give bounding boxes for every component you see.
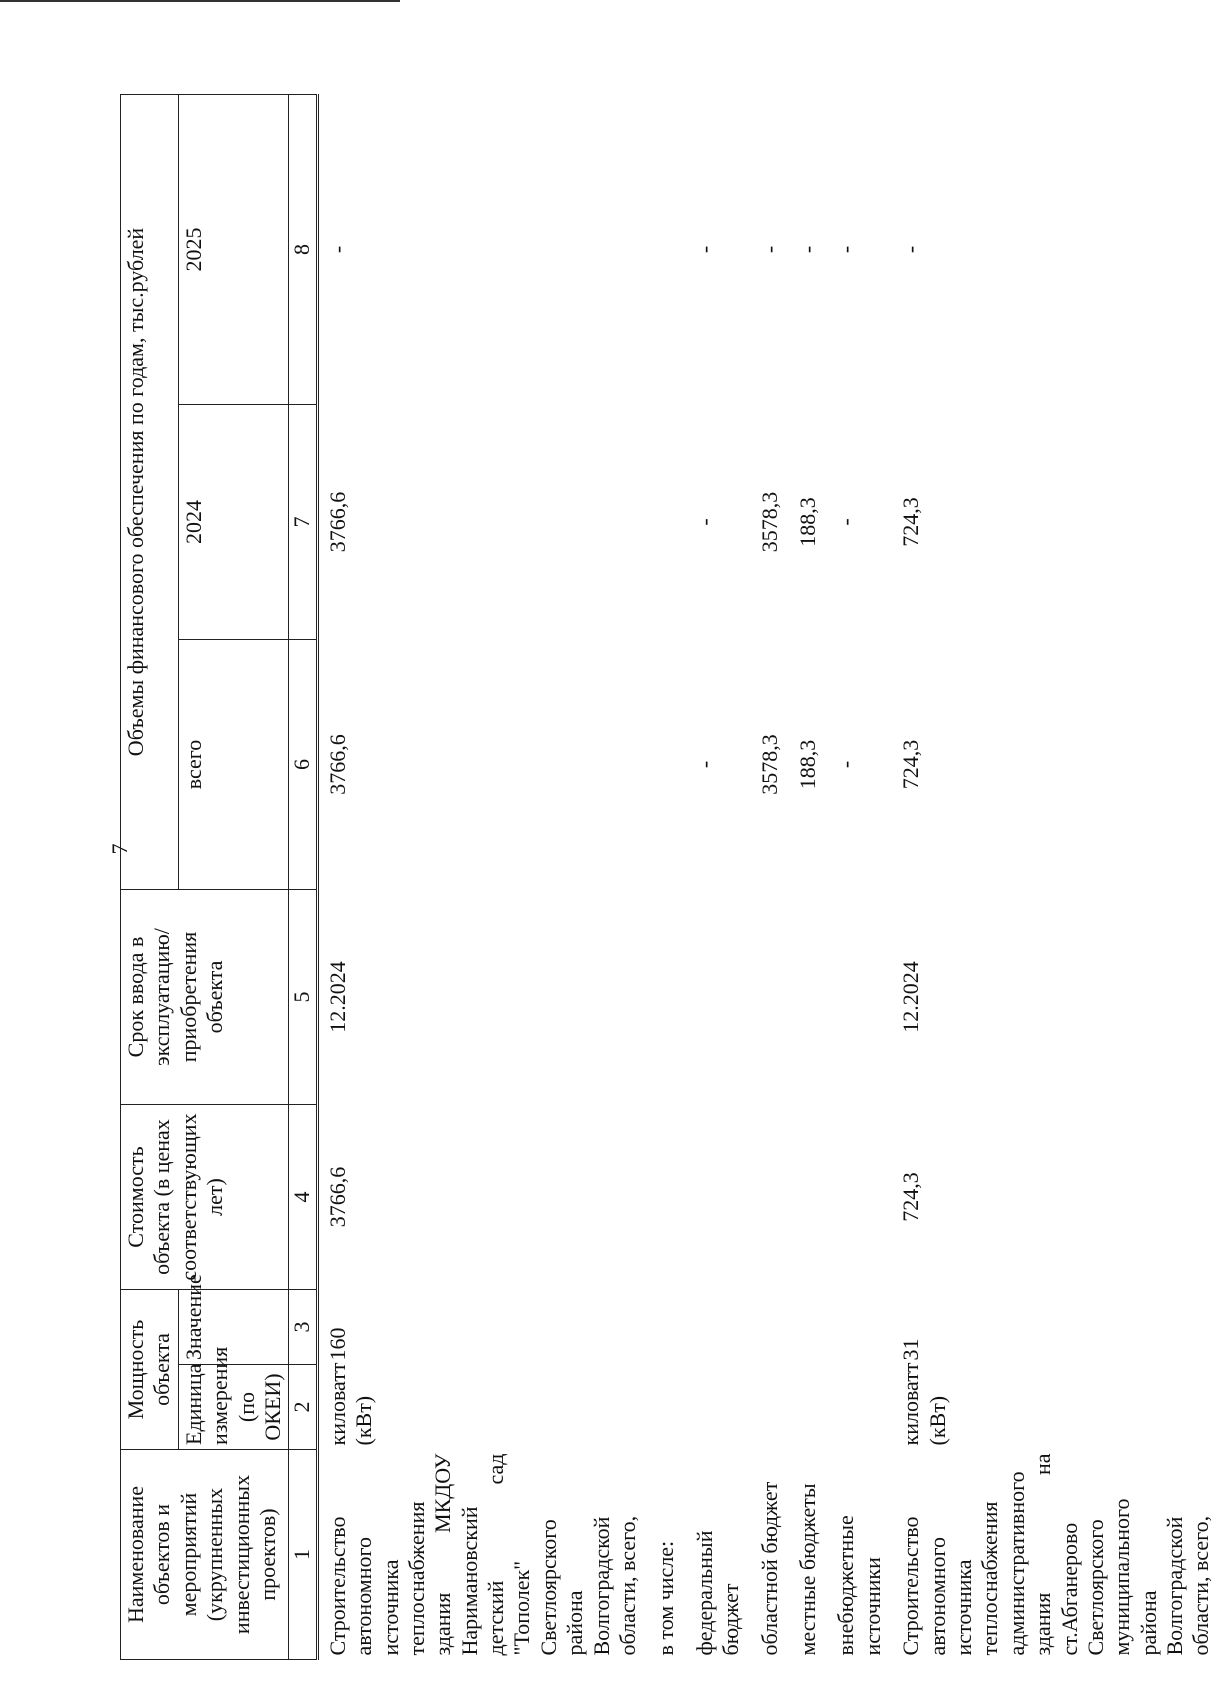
table-row <box>789 94 827 1659</box>
header-capacity: Мощность объекта <box>121 1290 179 1450</box>
column-number: 5 <box>289 890 317 1105</box>
row-2024: 188,3 <box>794 497 820 547</box>
header-2024: 2024 <box>178 405 289 640</box>
row-2025: - <box>794 245 820 254</box>
row-2025: - <box>691 245 717 254</box>
row-cost: 724,3 <box>898 1172 924 1222</box>
table-row <box>892 94 1221 1659</box>
row-cost: 3766,6 <box>324 1166 350 1228</box>
row-unit: киловатт (кВт) <box>324 1362 377 1446</box>
row-name: местные бюджеты <box>794 1483 820 1656</box>
header-row-2 <box>178 94 289 1659</box>
header-value: Значение <box>178 1290 289 1365</box>
column-number: 2 <box>289 1365 317 1450</box>
table-row <box>751 94 789 1659</box>
row-name: Строительство автономного источника теплоснабжения административного здания на ст.Абганерово Светлоярского муниципального района Волгоградской области, всего, <box>898 1453 1214 1656</box>
row-total: 188,3 <box>794 739 820 790</box>
row-2025: - <box>756 245 782 254</box>
top-edge-line <box>0 0 400 2</box>
row-name: внебюджетные источники <box>833 1515 885 1656</box>
row-total: 3578,3 <box>756 734 782 795</box>
row-name: Строительство автономного источника теплоснабжения здания МКДОУ Наримановский детский сад "Тополек" Светлоярского района Волгоградской области, всего, <box>324 1453 641 1656</box>
row-2024: - <box>691 518 717 526</box>
table-row <box>647 94 685 1659</box>
header-finance: Объемы финансового обеспечения по годам, тыс.рублей <box>121 94 179 889</box>
header-term: Срок ввода в эксплуатацию/ приобретения объекта <box>121 890 289 1105</box>
row-2024: 3766,6 <box>324 491 350 553</box>
column-number: 4 <box>289 1105 317 1290</box>
header-row-1 <box>121 94 179 1659</box>
column-numbers-row <box>289 94 317 1659</box>
table-row <box>827 94 892 1659</box>
page-number: 7 <box>107 843 132 855</box>
row-2025: - <box>898 245 924 254</box>
column-number: 8 <box>289 94 317 404</box>
column-number: 3 <box>289 1290 317 1365</box>
row-2025: - <box>324 245 350 254</box>
row-total: 724,3 <box>898 739 924 790</box>
row-name: в том числе: <box>653 1540 679 1656</box>
row-total: - <box>691 760 717 769</box>
row-name: областной бюджет <box>756 1481 782 1656</box>
row-name: федеральный бюджет <box>691 1530 744 1656</box>
row-value: 31 <box>898 1338 924 1361</box>
column-number: 6 <box>289 640 317 890</box>
column-number: 7 <box>289 405 317 640</box>
row-2024: 3578,3 <box>756 491 782 553</box>
table-row <box>686 94 751 1659</box>
investment-table <box>120 94 1221 1660</box>
row-term: 12.2024 <box>898 961 924 1033</box>
row-2024: - <box>833 518 859 526</box>
row-2024: 724,3 <box>898 497 924 547</box>
header-unit: Единица измерения (по ОКЕИ) <box>178 1365 289 1450</box>
row-total: 3766,6 <box>324 734 350 795</box>
column-number: 1 <box>289 1450 317 1660</box>
header-total: всего <box>178 640 289 890</box>
row-2025: - <box>833 245 859 254</box>
row-unit: киловатт (кВт) <box>898 1362 950 1446</box>
rotated-page <box>120 40 1214 1660</box>
table-row <box>317 94 647 1659</box>
row-value: 160 <box>324 1327 350 1361</box>
row-total: - <box>833 760 859 769</box>
header-2025: 2025 <box>178 94 289 404</box>
header-name: Наименование объектов и мероприятий (укрупненных инвестиционных проектов) <box>121 1450 289 1660</box>
header-cost: Стоимость объекта (в ценах соответствующих лет) <box>121 1105 289 1290</box>
row-term: 12.2024 <box>324 961 350 1033</box>
